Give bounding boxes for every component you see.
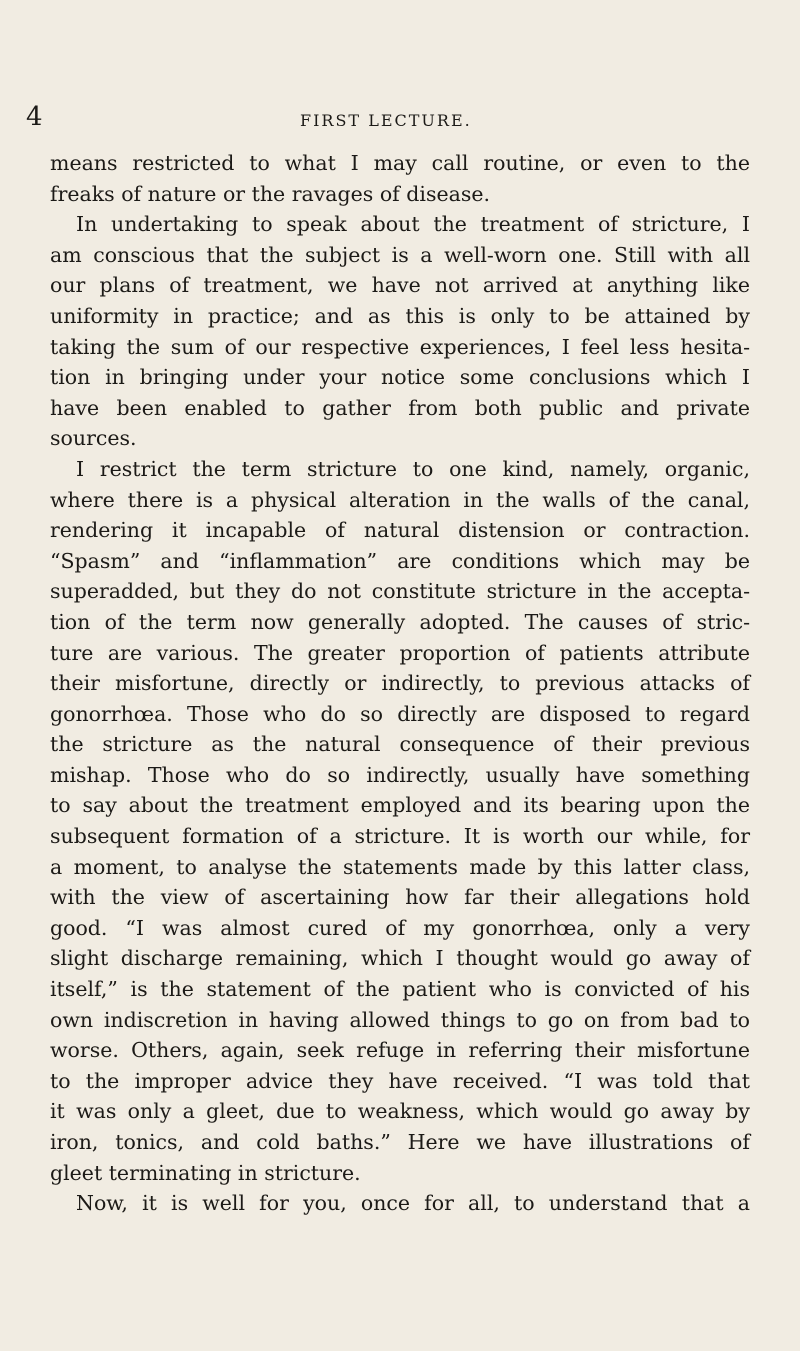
text-line: own indiscretion in having allowed things to go on from bad to [50, 1007, 750, 1032]
text-line: where there is a physical alteration in the walls of the canal, [50, 487, 750, 512]
text-line: have been enabled to gather from both public and private [50, 395, 750, 420]
text-line: it was only a gleet, due to weakness, which would go away by [50, 1099, 750, 1124]
text-line: rendering it incapable of natural distension or contraction. [50, 518, 750, 543]
text-line: their misfortune, directly or indirectly, to previous attacks of [50, 671, 750, 696]
text-line: uniformity in practice; and as this is only to be attained by [50, 303, 750, 328]
text-line: I restrict the term stricture to one kind, namely, organic, [76, 456, 750, 481]
text-line: Now, it is well for you, once for all, to understand that a [76, 1191, 750, 1216]
text-line: gonorrhœa. Those who do so directly are disposed to regard [50, 701, 750, 726]
text-line: iron, tonics, and cold baths.” Here we have illustrations of [50, 1130, 750, 1154]
text-line: “Spasm” and “inflammation” are conditions which may be [50, 548, 750, 573]
text-line: In undertaking to speak about the treatment of stricture, I [76, 212, 750, 237]
text-line: to say about the treatment employed and its bearing upon the [50, 793, 750, 818]
text-line: gleet terminating in stricture. [50, 1160, 361, 1185]
text-line: tion in bringing under your notice some conclusions which I [50, 365, 750, 390]
text-line: a moment, to analyse the statements made by this latter class, [50, 854, 750, 879]
page-number: 4 [26, 102, 43, 132]
text-line: taking the sum of our respective experiences, I feel less hesita- [50, 334, 750, 359]
text-line: the stricture as the natural consequence of their previous [50, 732, 750, 757]
text-line: am conscious that the subject is a well-worn one. Still with all [50, 242, 750, 267]
text-line: with the view of ascertaining how far their allegations hold [50, 885, 750, 910]
text-line: to the improper advice they have received. “I was told that [50, 1068, 750, 1093]
text-line: mishap. Those who do so indirectly, usually have something [50, 762, 750, 787]
text-line: tion of the term now generally adopted. The causes of stric- [50, 609, 750, 634]
text-line: good. “I was almost cured of my gonorrhœa, only a very [50, 915, 750, 940]
body-text [50, 148, 750, 1219]
text-line: our plans of treatment, we have not arrived at anything like [50, 273, 750, 298]
text-line: freaks of nature or the ravages of disease. [50, 181, 490, 206]
text-line: sources. [50, 426, 137, 451]
text-line: subsequent formation of a stricture. It is worth our while, for [50, 824, 750, 849]
text-line: itself,” is the statement of the patient who is convicted of his [50, 977, 750, 1002]
text-line: ture are various. The greater proportion of patients attribute [50, 640, 750, 665]
text-line: worse. Others, again, seek refuge in referring their misfortune [50, 1038, 750, 1063]
running-head: FIRST LECTURE. [300, 111, 472, 130]
text-line: slight discharge remaining, which I thought would go away of [50, 946, 750, 971]
text-line: means restricted to what I may call routine, or even to the [50, 151, 750, 175]
text-line: superadded, but they do not constitute stricture in the accepta- [50, 579, 750, 604]
